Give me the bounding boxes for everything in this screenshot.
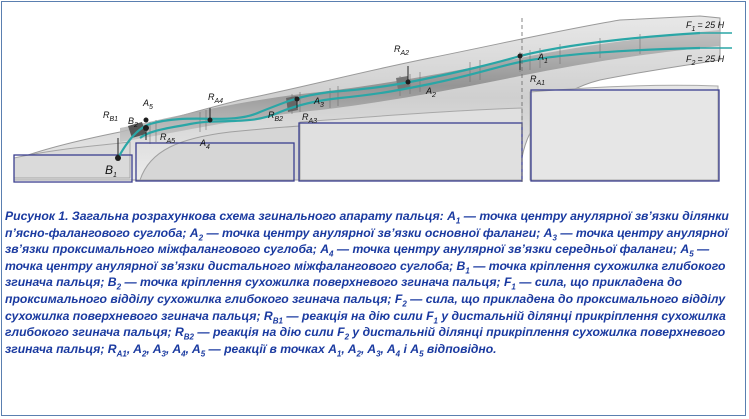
label-rb2: $R_{B2}$: [268, 110, 284, 123]
label-a4: $A_4$: [200, 138, 210, 151]
point-a5: [144, 118, 149, 123]
figure-caption: Рисунок 1. Загальна розрахункова схема згинального апарату пальця: $A_1$ — точка центру анулярної зв’язки ділянки п’ясно-фалангового суглоба; $A_2$ — точка центру анулярної зв’язки основної фаланги; $A_3$ — точка центру анулярної зв’язки проксимального міжфалангового суглоба; $A_4$ — точка центру анулярної зв’язки середньої фаланги; $A_5$ — точка центру анулярної зв’язки дистального міжфалангового суглоба; $B_1$ — точка кріплення сухожилка глибокого згинача пальця; $B_2$ — точка кріплення сухожилка поверхневого згинача пальця; $F_1$ — сила, що прикладена до проксимального відділу сухожилка глибокого згинача пальця; $F_2$ — сила, що прикладена до проксимального відділу сухожилка поверхневого згинача пальця; $R_{B1}$ — реакція на дію сили $F_1$ у дистальній ділянці прикріплення сухожилка глибокого згинача пальця; $R_{B2}$ — реакція на дію сили $F_2$ у дистальній ділянці прикріплення сухожилка поверхневого згинача пальця; $R_{A1}$, $A_2$, $A_3$, $A_4$, $A_5$ — реакції в точках $A_1$, $A_2$, $A_3$, $A_4$ і $A_5$ відповідно.: [5, 209, 729, 359]
label-b2: $B_2$: [128, 116, 138, 129]
label-ra1: $R_{A1}$: [530, 74, 546, 87]
label-a3: $A_3$: [314, 96, 324, 109]
label-a5: $A_5$: [143, 98, 153, 111]
label-a1: $A_1$: [538, 52, 548, 65]
label-rb1: $R_{B1}$: [103, 110, 119, 123]
label-f1: $F_1 = 25$ Н: [686, 20, 725, 33]
label-a2: $A_2$: [426, 86, 436, 99]
label-f2: $F_2 = 25$ Н: [686, 54, 725, 67]
finger-flexor-diagram: [0, 0, 749, 205]
label-ra2: $R_{A2}$: [394, 44, 410, 57]
label-ra5: $R_{A5}$: [160, 132, 176, 145]
label-b1: $B_1$: [105, 163, 117, 179]
label-ra4: $R_{A4}$: [208, 92, 224, 105]
label-ra3: $R_{A3}$: [302, 112, 318, 125]
